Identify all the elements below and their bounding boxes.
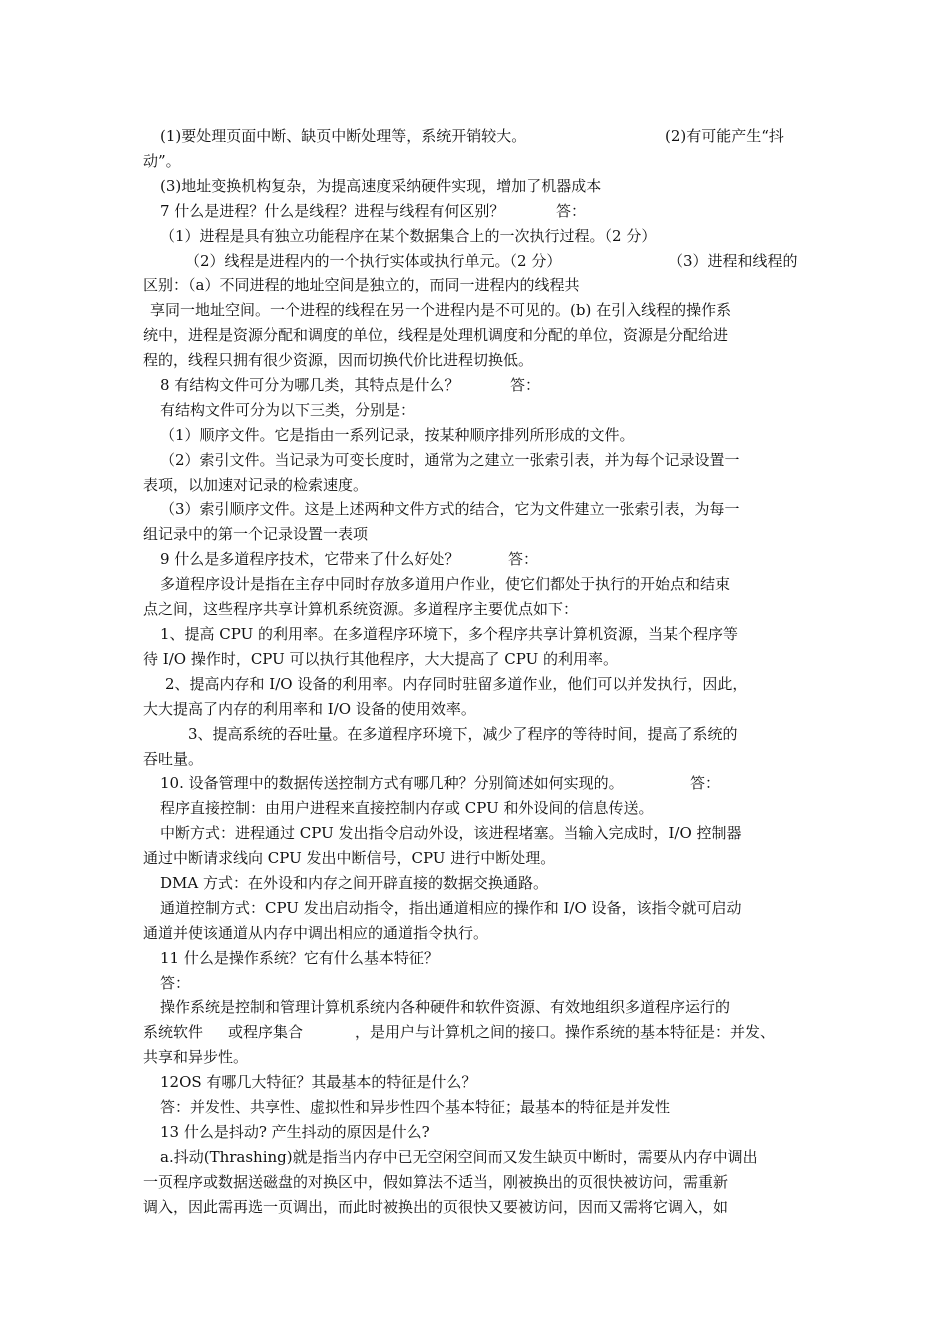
text-line: 通道控制方式：CPU 发出启动指令，指出通道相应的操作和 I/O 设备，该指令就可启动: [160, 899, 742, 917]
text-line: （2）线程是进程内的一个执行实体或执行单元。（2 分）: [185, 252, 562, 270]
text-line: 一页程序或数据送磁盘的对换区中，假如算法不适当，刚被换出的页很快被访问，需重新: [143, 1173, 729, 1191]
text-line: 3、提高系统的吞吐量。在多道程序环境下，减少了程序的等待时间，提高了系统的: [188, 725, 738, 743]
text-line: 享同一地址空间。一个进程的线程在另一个进程内是不可见的。(b) 在引入线程的操作系: [150, 301, 732, 319]
text-line: 2、提高内存和 I/O 设备的利用率。内存同时驻留多道作业，他们可以并发执行，因此，: [165, 675, 748, 693]
text-line: 10. 设备管理中的数据传送控制方式有哪几种？分别简述如何实现的。: [160, 774, 624, 792]
text-line: （3）进程和线程的: [668, 252, 798, 270]
text-line: 待 I/O 操作时，CPU 可以执行其他程序，大大提高了 CPU 的利用率。: [143, 650, 619, 668]
text-line: 或程序集合: [228, 1023, 304, 1041]
text-line: 通道并使该通道从内存中调出相应的通道指令执行。: [143, 924, 489, 942]
text-line: （2）索引文件。当记录为可变长度时，通常为之建立一张索引表，并为每个记录设置一: [160, 451, 740, 469]
text-line: 12OS 有哪几大特征？其最基本的特征是什么？: [160, 1073, 477, 1091]
text-line: 8 有结构文件可分为哪几类，其特点是什么？: [160, 376, 460, 394]
text-line: a.抖动(Thrashing)就是指当内存中已无空闲空间而又发生缺页中断时，需要从内存中调出: [160, 1148, 758, 1166]
text-line: 有结构文件可分为以下三类，分别是：: [160, 401, 416, 419]
text-line: 系统软件: [143, 1023, 204, 1041]
text-line: 表项，以加速对记录的检索速度。: [143, 476, 369, 494]
text-line: 答：并发性、共享性、虚拟性和异步性四个基本特征；最基本的特征是并发性: [160, 1098, 671, 1116]
text-line: 9 什么是多道程序技术，它带来了什么好处？: [160, 550, 460, 568]
text-line: DMA 方式：在外设和内存之间开辟直接的数据交换通路。: [160, 874, 548, 892]
text-line: 答：: [160, 974, 191, 992]
text-line: 13 什么是抖动? 产生抖动的原因是什么?: [160, 1123, 430, 1141]
text-line: 组记录中的第一个记录设置一表项: [143, 525, 369, 543]
text-line: 调入，因此需再选一页调出，而此时被换出的页很快又要被访问，因而又需将它调入，如: [143, 1198, 729, 1216]
text-line: ，是用户与计算机之间的接口。操作系统的基本特征是：并发、: [355, 1023, 776, 1041]
text-line: 操作系统是控制和管理计算机系统内各种硬件和软件资源、有效地组织多道程序运行的: [160, 998, 731, 1016]
text-line: 大大提高了内存的利用率和 I/O 设备的使用效率。: [143, 700, 476, 718]
text-line: （1）顺序文件。它是指由一系列记录，按某种顺序排列所形成的文件。: [160, 426, 635, 444]
text-line: 统中，进程是资源分配和调度的单位，线程是处理机调度和分配的单位，资源是分配给进: [143, 326, 729, 344]
text-line: 区别：（a）不同进程的地址空间是独立的，而同一进程内的线程共: [143, 276, 580, 294]
text-line: 7 什么是进程？什么是线程？进程与线程有何区别？: [160, 202, 505, 220]
text-line: 答：: [510, 376, 541, 394]
text-line: 程的，线程只拥有很少资源，因而切换代价比进程切换低。: [143, 351, 534, 369]
text-line: 答：: [556, 202, 587, 220]
text-line: 多道程序设计是指在主存中同时存放多道用户作业，使它们都处于执行的开始点和结束: [160, 575, 731, 593]
text-line: (2)有可能产生“抖: [665, 127, 784, 145]
text-line: （3）索引顺序文件。这是上述两种文件方式的结合，它为文件建立一张索引表，为每一: [160, 500, 740, 518]
text-line: （1）进程是具有独立功能程序在某个数据集合上的一次执行过程。（2 分）: [160, 227, 657, 245]
text-line: 吞吐量。: [143, 750, 204, 768]
text-line: 动”。: [143, 152, 181, 170]
text-line: 答：: [690, 774, 721, 792]
text-line: 11 什么是操作系统？它有什么基本特征？: [160, 949, 439, 967]
text-line: (3)地址变换机构复杂，为提高速度采纳硬件实现，增加了机器成本: [160, 177, 602, 195]
text-line: (1)要处理页面中断、缺页中断处理等，系统开销较大。: [160, 127, 527, 145]
text-line: 中断方式：进程通过 CPU 发出指令启动外设，该进程堵塞。当输入完成时，I/O 控制器: [160, 824, 742, 842]
text-line: 答：: [508, 550, 539, 568]
text-line: 点之间，这些程序共享计算机系统资源。多道程序主要优点如下：: [143, 600, 579, 618]
text-line: 程序直接控制：由用户进程来直接控制内存或 CPU 和外设间的信息传送。: [160, 799, 654, 817]
text-line: 1、提高 CPU 的利用率。在多道程序环境下，多个程序共享计算机资源，当某个程序等: [160, 625, 739, 643]
text-line: 通过中断请求线向 CPU 发出中断信号，CPU 进行中断处理。: [143, 849, 556, 867]
text-line: 共享和异步性。: [143, 1048, 249, 1066]
